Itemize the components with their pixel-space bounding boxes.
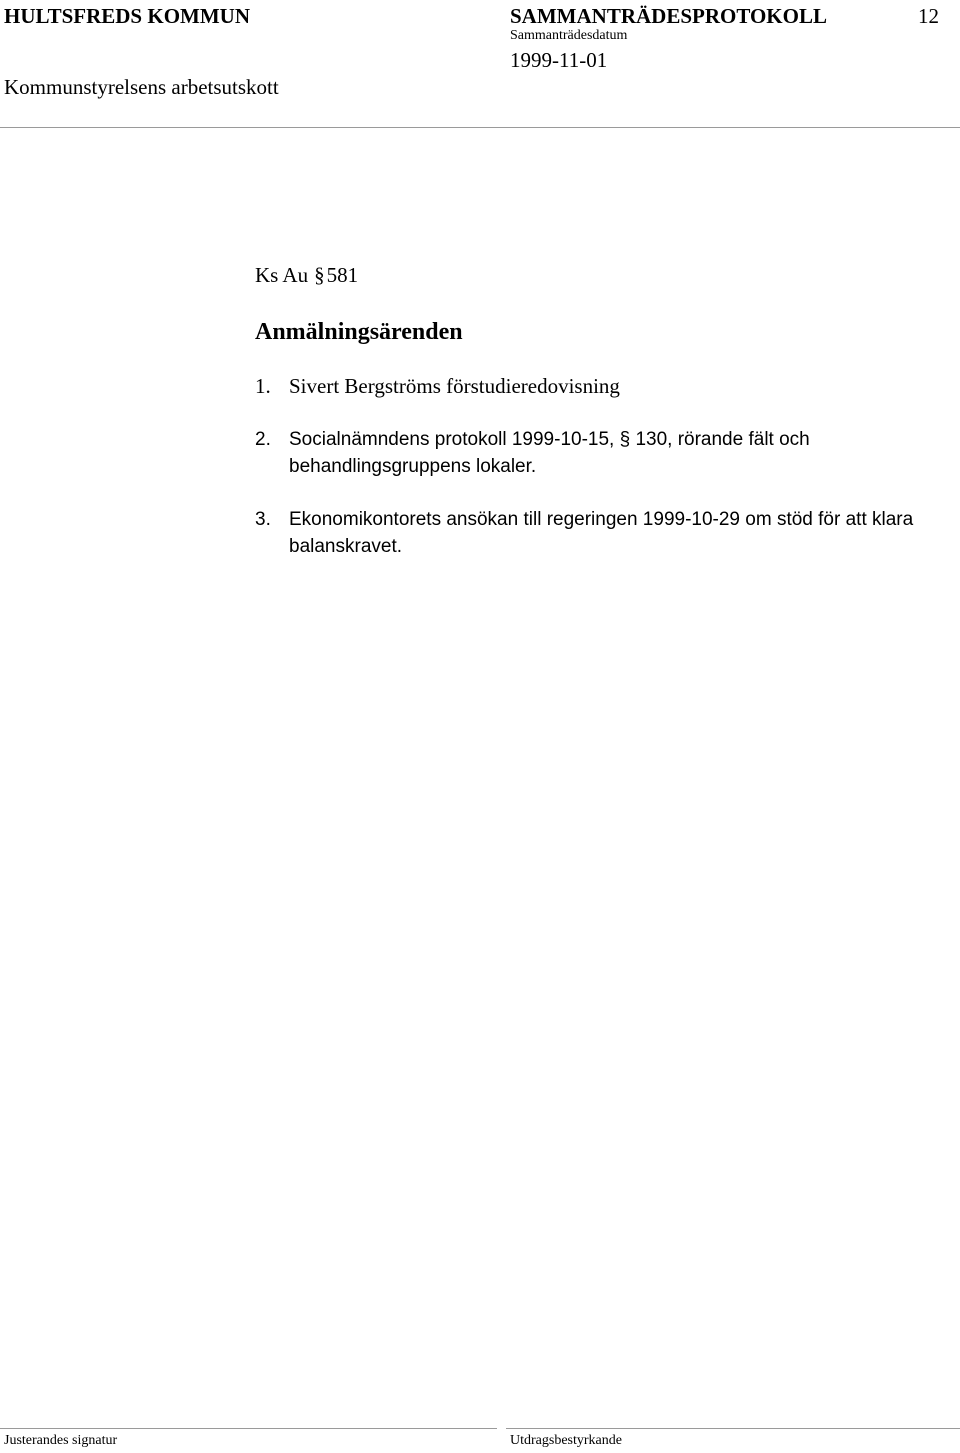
section-heading: Anmälningsärenden (255, 319, 463, 345)
list-item-number: 2. (255, 429, 271, 450)
reference-number: 581 (326, 263, 359, 287)
committee-name: Kommunstyrelsens arbetsutskott (4, 75, 279, 99)
signature-line (0, 1428, 497, 1429)
meeting-date-label: Sammanträdesdatum (510, 28, 628, 43)
header-divider (0, 127, 960, 128)
document-type: SAMMANTRÄDESPROTOKOLL (510, 4, 827, 28)
section-reference (255, 263, 358, 287)
reference-prefix: Ks Au (255, 263, 309, 287)
meeting-date: 1999-11-01 (510, 48, 608, 72)
list-item-text: Sivert Bergströms förstudieredovisning (289, 374, 620, 398)
signature-label: Justerandes signatur (4, 1433, 118, 1448)
organization-name: HULTSFREDS KOMMUN (4, 4, 251, 28)
list-item-text: Ekonomikontorets ansökan till regeringen 1999-10-29 om stöd för att klara balanskravet. (289, 509, 914, 557)
certification-label: Utdragsbestyrkande (510, 1433, 622, 1448)
list-item-text: Socialnämndens protokoll 1999-10-15, § 130, rörande fält och behandlingsgruppens lokaler. (289, 429, 810, 477)
page-number: 12 (918, 4, 939, 28)
section-symbol: § (314, 263, 325, 287)
certification-line (506, 1428, 960, 1429)
list-item (255, 426, 955, 480)
list-item-number: 3. (255, 509, 271, 530)
list-item-number: 1. (255, 374, 271, 398)
list-item (255, 506, 955, 560)
list-item (255, 374, 620, 398)
